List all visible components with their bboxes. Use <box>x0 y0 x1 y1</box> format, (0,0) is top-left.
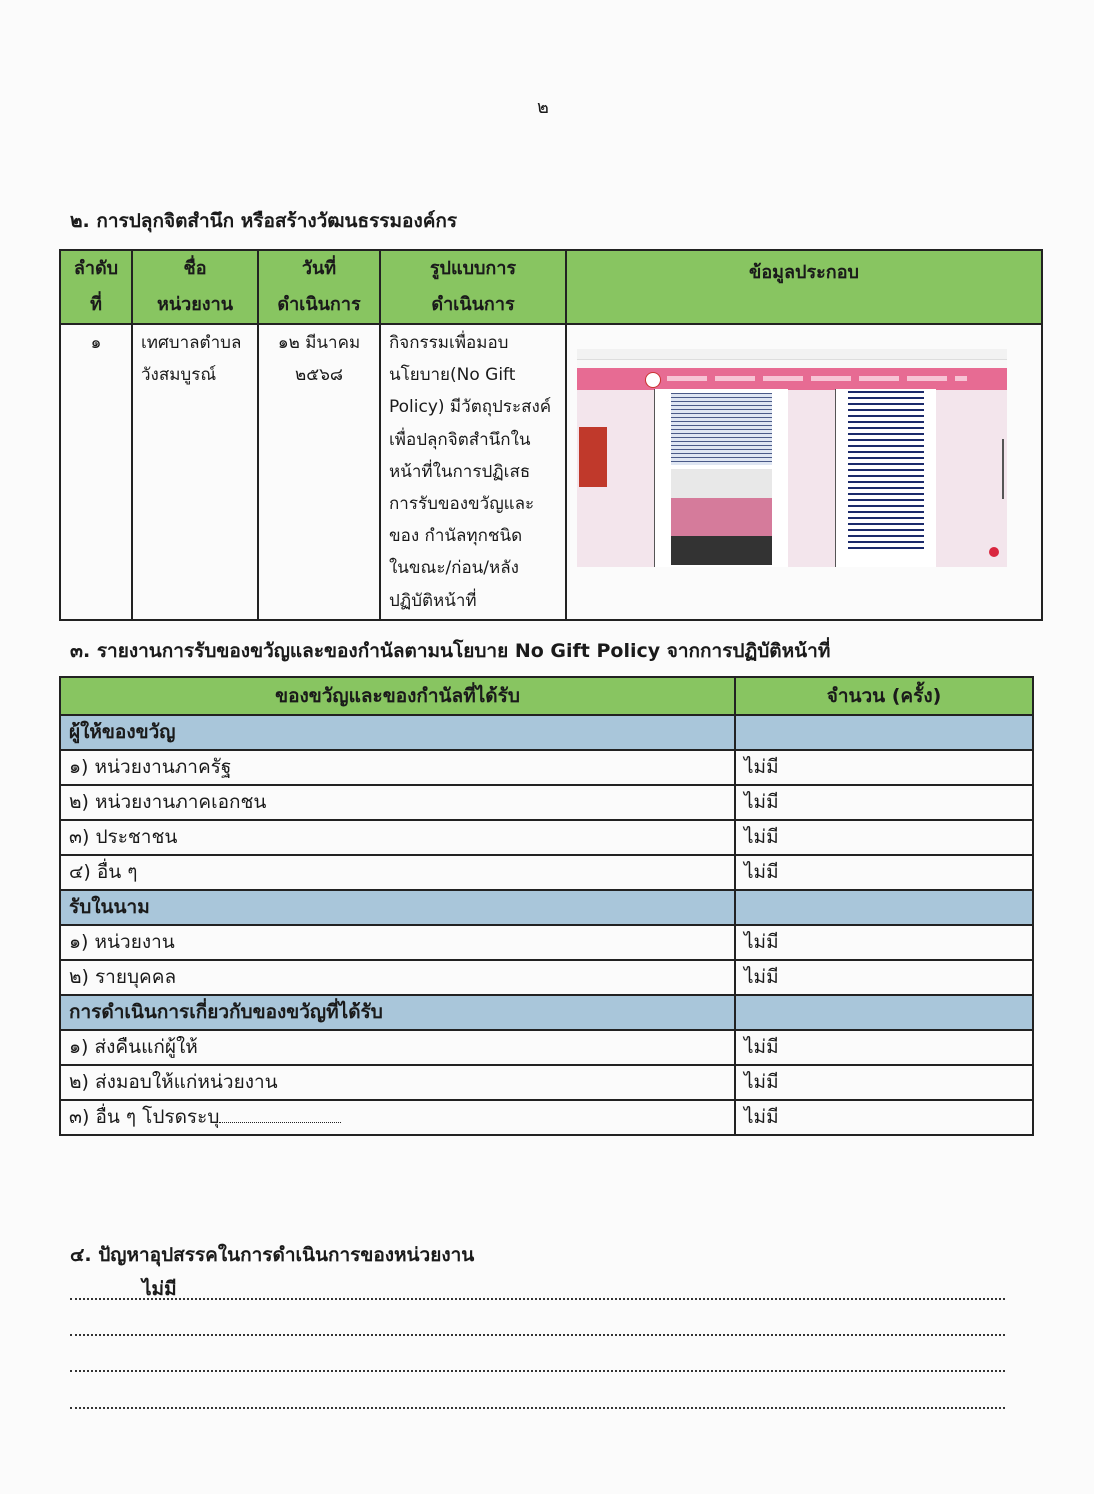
section4-answer: ไม่มี <box>142 1278 177 1300</box>
site-nav <box>667 376 967 381</box>
header-count: จำนวน (ครั้ง) <box>735 677 1033 715</box>
table-header-row <box>60 250 1042 324</box>
section3-title: ๓. รายงานการรับของขวัญและของกำนัลตามนโยบาย No Gift Policy จากการปฏิบัติหน้าที่ <box>70 640 831 662</box>
row-format: กิจกรรมเพื่อมอบ นโยบาย(No Gift Policy) มีวัตถุประสงค์ เพื่อปลุกจิตสำนึกใน หน้าที่ในการปฏิเสธ การรับของขวัญและ ของ กำนัลทุกชนิด ในขณะ/ก่อน/หลัง ปฏิบัติหน้าที่ <box>380 324 566 620</box>
table-row: ๒) รายบุคคล ไม่มี <box>60 960 1033 995</box>
header-info: ข้อมูลประกอบ <box>566 250 1042 324</box>
header-format: รูปแบบการ ดำเนินการ <box>380 250 566 324</box>
table-row: ๔) อื่น ๆ ไม่มี <box>60 855 1033 890</box>
scrollbar <box>1002 439 1004 499</box>
group-photo <box>671 469 772 565</box>
site-side-menu <box>579 427 607 487</box>
gift-report-table <box>59 676 1034 1136</box>
table-row: ๑) ส่งคืนแก่ผู้ให้ ไม่มี <box>60 1030 1033 1065</box>
row-info <box>566 324 1042 620</box>
section2-title: ๒. การปลุกจิตสำนึก หรือสร้างวัฒนธรรมองค์กร <box>70 210 458 232</box>
row-agency: เทศบาลตำบล วังสมบูรณ์ <box>132 324 258 620</box>
dotted-line <box>70 1298 1005 1300</box>
browser-url-bar <box>577 349 1007 360</box>
site-logo-icon <box>645 372 661 388</box>
table-row: ๑) หน่วยงานภาครัฐ ไม่มี <box>60 750 1033 785</box>
header-date: วันที่ ดำเนินการ <box>258 250 380 324</box>
table-row: ๑) หน่วยงาน ไม่มี <box>60 925 1033 960</box>
table-header-row <box>60 677 1033 715</box>
header-name: ชื่อ หน่วยงาน <box>132 250 258 324</box>
row-num: ๑ <box>60 324 132 620</box>
header-item: ของขวัญและของกำนัลที่ได้รับ <box>60 677 735 715</box>
table-row: ๒) หน่วยงานภาคเอกชน ไม่มี <box>60 785 1033 820</box>
specify-blank <box>219 1104 341 1123</box>
site-banner <box>577 368 1007 390</box>
page-number: ๒ <box>537 97 549 118</box>
browser-bookmarks-bar <box>577 360 1007 368</box>
dotted-line <box>70 1407 1005 1409</box>
dotted-line <box>70 1370 1005 1372</box>
row-date: ๑๒ มีนาคม ๒๕๖๘ <box>258 324 380 620</box>
group-row-handling: การดำเนินการเกี่ยวกับของขวัญที่ได้รับ <box>60 995 1033 1030</box>
group-row-received-as: รับในนาม <box>60 890 1033 925</box>
news-article-text <box>835 389 936 567</box>
section4-title: ๔. ปัญหาอุปสรรคในการดำเนินการของหน่วยงาน <box>70 1244 475 1266</box>
header-num: ลำดับ ที่ <box>60 250 132 324</box>
dotted-line <box>70 1334 1005 1336</box>
table-row: ๓) อื่น ๆ โปรดระบุ ไม่มี <box>60 1100 1033 1135</box>
website-screenshot-image <box>577 349 1007 567</box>
table-row: ๓) ประชาชน ไม่มี <box>60 820 1033 855</box>
table-row: ๒) ส่งมอบให้แก่หน่วยงาน ไม่มี <box>60 1065 1033 1100</box>
table-row <box>60 324 1042 620</box>
chat-button-icon <box>989 547 999 557</box>
news-article-page <box>654 389 788 567</box>
group-row-giver: ผู้ให้ของขวัญ <box>60 715 1033 750</box>
culture-activity-table <box>59 249 1043 621</box>
